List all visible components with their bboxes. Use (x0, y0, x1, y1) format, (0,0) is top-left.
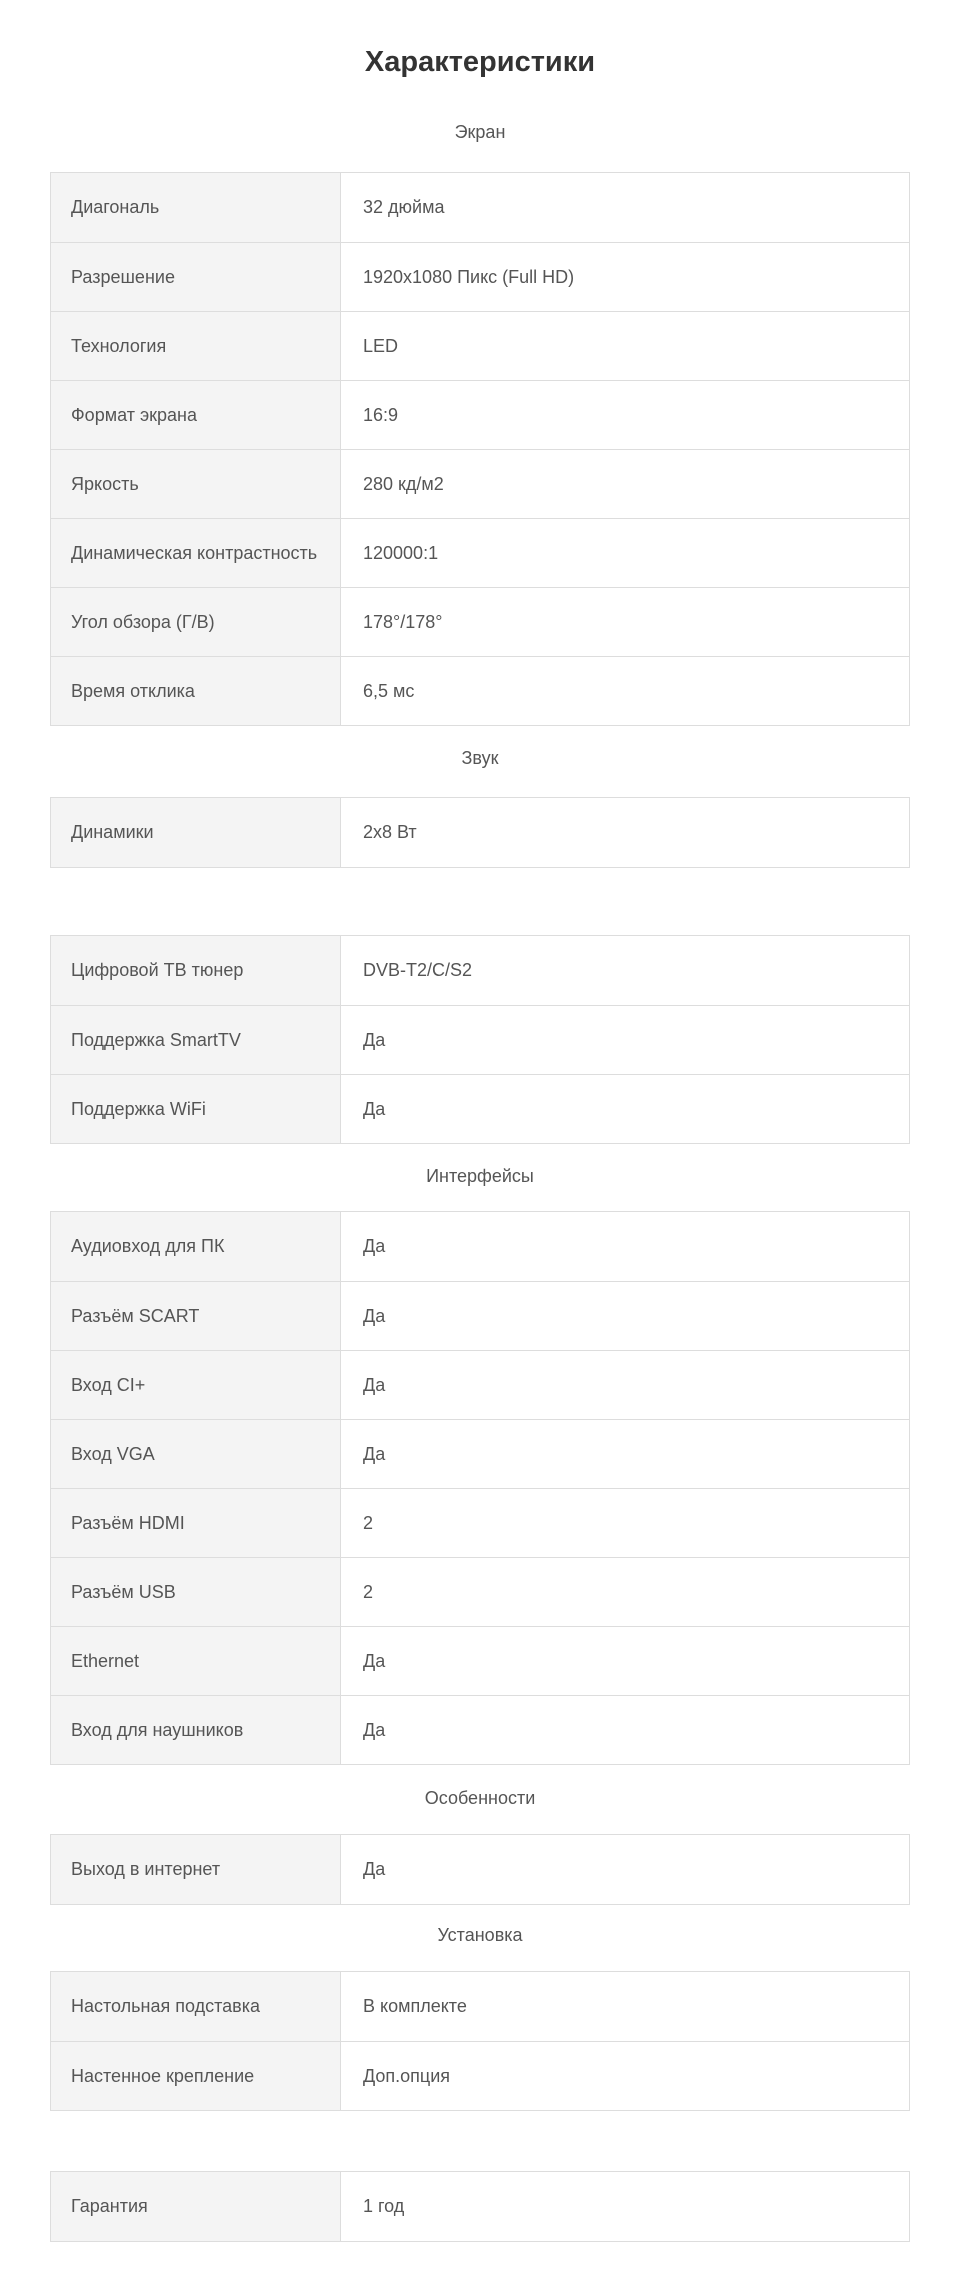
table-row (51, 2172, 909, 2241)
table-row (51, 449, 909, 518)
table-row (51, 311, 909, 380)
table-row (51, 798, 909, 867)
section-title-installation: Установка (437, 1925, 523, 1945)
spec-value: 1 год (341, 2172, 909, 2241)
spec-key: Разъём USB (51, 1558, 341, 1626)
table-row (51, 518, 909, 587)
spec-key: Вход VGA (51, 1420, 341, 1488)
spec-key: Разъём SCART (51, 1282, 341, 1350)
spec-value: 16:9 (341, 381, 909, 449)
section-title-screen: Экран (454, 122, 506, 142)
table-row (51, 1419, 909, 1488)
spec-value: Доп.опция (341, 2042, 909, 2110)
table-row (51, 1005, 909, 1074)
spec-value: Да (341, 1696, 909, 1764)
spec-key: Аудиовход для ПК (51, 1212, 341, 1281)
spec-key: Гарантия (51, 2172, 341, 2241)
table-row (51, 1835, 909, 1904)
spec-value: 2x8 Вт (341, 798, 909, 867)
table-row (51, 2041, 909, 2110)
spec-key: Угол обзора (Г/В) (51, 588, 341, 656)
spec-value: Да (341, 1351, 909, 1419)
spec-value: Да (341, 1420, 909, 1488)
spec-value: LED (341, 312, 909, 380)
spec-key: Яркость (51, 450, 341, 518)
spec-key: Время отклика (51, 657, 341, 725)
spec-value: DVB-T2/C/S2 (341, 936, 909, 1005)
table-row (51, 1212, 909, 1281)
spec-value: Да (341, 1835, 909, 1904)
spec-key: Настольная подставка (51, 1972, 341, 2041)
spec-key: Поддержка WiFi (51, 1075, 341, 1143)
page-title: Характеристики (364, 46, 596, 78)
spec-key: Технология (51, 312, 341, 380)
spec-value: Да (341, 1006, 909, 1074)
section-title-features: Особенности (424, 1788, 536, 1808)
spec-value: 2 (341, 1558, 909, 1626)
spec-key: Выход в интернет (51, 1835, 341, 1904)
table-row (51, 1695, 909, 1764)
spec-key: Ethernet (51, 1627, 341, 1695)
table-row (51, 1074, 909, 1143)
table-row (51, 380, 909, 449)
spec-value: Да (341, 1627, 909, 1695)
table-row (51, 242, 909, 311)
spec-value: Да (341, 1075, 909, 1143)
spec-table-screen (50, 172, 910, 726)
table-row (51, 1488, 909, 1557)
spec-value: 32 дюйма (341, 173, 909, 242)
spec-value: 6,5 мс (341, 657, 909, 725)
table-row (51, 1626, 909, 1695)
spec-value: Да (341, 1212, 909, 1281)
table-row (51, 1557, 909, 1626)
spec-table-features (50, 1834, 910, 1905)
spec-key: Вход для наушников (51, 1696, 341, 1764)
section-title-interfaces: Интерфейсы (426, 1166, 534, 1186)
spec-key: Разъём HDMI (51, 1489, 341, 1557)
table-row (51, 1281, 909, 1350)
spec-value: 178°/178° (341, 588, 909, 656)
spec-table-interfaces (50, 1211, 910, 1765)
section-title-sound: Звук (461, 748, 499, 768)
spec-value: 120000:1 (341, 519, 909, 587)
spec-value: 2 (341, 1489, 909, 1557)
spec-key: Разрешение (51, 243, 341, 311)
spec-key: Динамики (51, 798, 341, 867)
spec-table-tv (50, 935, 910, 1144)
spec-table-sound (50, 797, 910, 868)
table-row (51, 1972, 909, 2041)
spec-key: Динамическая контрастность (51, 519, 341, 587)
table-row (51, 656, 909, 725)
spec-key: Цифровой ТВ тюнер (51, 936, 341, 1005)
spec-value: Да (341, 1282, 909, 1350)
spec-key: Диагональ (51, 173, 341, 242)
spec-value: В комплекте (341, 1972, 909, 2041)
spec-table-installation (50, 1971, 910, 2111)
table-row (51, 1350, 909, 1419)
spec-key: Поддержка SmartTV (51, 1006, 341, 1074)
spec-value: 280 кд/м2 (341, 450, 909, 518)
table-row (51, 173, 909, 242)
table-row (51, 587, 909, 656)
spec-key: Настенное крепление (51, 2042, 341, 2110)
spec-table-warranty (50, 2171, 910, 2242)
spec-key: Вход CI+ (51, 1351, 341, 1419)
spec-value: 1920x1080 Пикс (Full HD) (341, 243, 909, 311)
spec-key: Формат экрана (51, 381, 341, 449)
table-row (51, 936, 909, 1005)
